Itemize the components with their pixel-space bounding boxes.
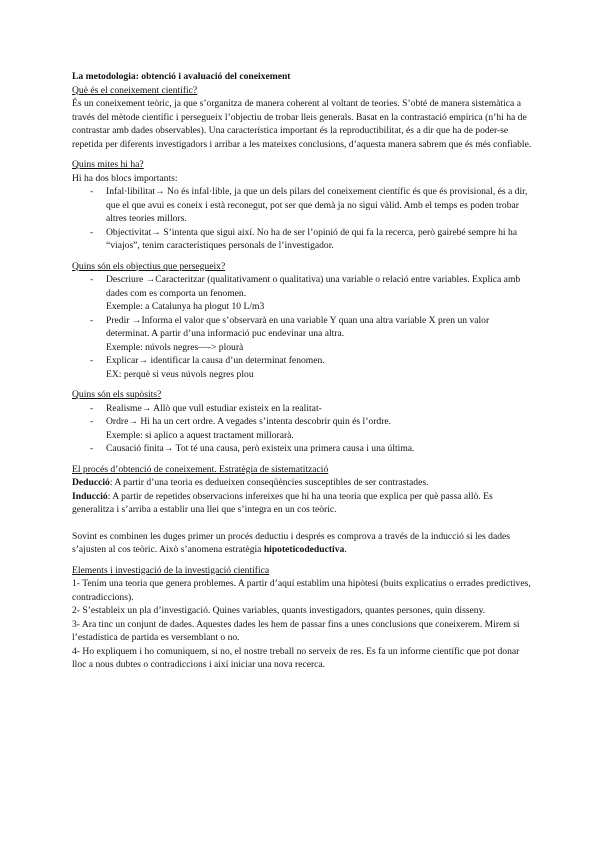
- list-item-example: EX: perquè si veus núvols negres plou: [106, 368, 254, 380]
- spacer: [72, 517, 532, 530]
- induction-term: Inducció: [72, 490, 108, 502]
- list-item-example: Exemple: a Catalunya ha plogut 10 L/m3: [106, 301, 265, 312]
- strategy-end: .: [344, 544, 347, 555]
- step-line: 1- Tenim una teoria que genera problemes. A partir d’aquí establim una hipòtesi (buits explicatius o errades predictives, contradiccions).: [72, 578, 531, 603]
- paragraph-induction: [72, 490, 532, 517]
- list-item-text: Explicar→ identificar la causa d’un determinat fenomen.: [106, 355, 325, 366]
- document-title: La metodologia: obtenció i avaluació del coneixement: [72, 71, 291, 82]
- induction-definition: : A partir de repetides observacions infereixes que hi ha una teoria que explica per què passa allò. Es generalitza i s’arriba a establir una llei que s’integra en un cos teòric.: [72, 490, 493, 515]
- section-heading-scientific-knowledge: Què és el coneixement científic?: [72, 84, 198, 96]
- section-heading-objectives: Quins són els objectius que persegueix?: [72, 260, 226, 272]
- step-line: 3- Ara tinc un conjunt de dades. Aquestes dades les hem de passar fins a unes conclusions que coneixerem. Mirem si l’estadística de partida es versemblant o no.: [72, 618, 520, 643]
- list-item: [72, 402, 532, 416]
- myths-list: [72, 185, 532, 253]
- strategy-text: Sovint es combinen les duges primer un procés deductiu i després es comprova a través de la inducció si les dades s’ajusten al cos teòric. Això s’anomena estratègia: [72, 530, 510, 555]
- paragraph-scientific-knowledge: És un coneixement teòric, ja que s’organitza de manera coherent al voltant de teories. S’obté de manera sistemàtica a través del mètode científic i persegueix l’objectiu de trobar lleis generals. Basat en la contrastació empírica (n’hi ha de contrastar amb dades observables). Una característica important és la reproductibilitat, és a dir que ha de poder-se repetida per diferents investigadors i arribar a les mateixes conclusions, d’aquesta manera sabrem que és més confiable.: [72, 98, 532, 150]
- list-item: - Objectivitat→ S’intenta que sigui així. No ha de ser l’opinió de qui fa la recerca, però gairebé sempre hi ha “viajos”, tenim característiques personals de l’investigador.: [72, 226, 532, 253]
- list-item: [72, 314, 532, 355]
- section-heading-myths: Quins mites hi ha?: [72, 159, 144, 170]
- paragraph-strategy: [72, 530, 532, 557]
- list-item: [72, 354, 532, 381]
- section-heading-assumptions: Quins són els supòsits?: [72, 389, 162, 400]
- list-item-text: Realisme→ Allò que vull estudiar existeix en la realitat-: [106, 402, 322, 414]
- list-item-text: Descriure →Caracteritzar (qualitativament o qualitativa) una variable o relació entre variables. Explica amb dades com es comporta un fenomen.: [106, 274, 521, 299]
- document-page: [72, 70, 532, 672]
- list-item: - Infal·libilitat→ No és infal·lible, ja que un dels pilars del coneixement científic és que és provisional, és a dir, que el que avui es coneix i està reconegut, pot ser que demà ja no sigui vàlid. Amb el temps es poden trobar altres teories millors.: [72, 185, 532, 226]
- list-item: [72, 442, 532, 456]
- list-item: [72, 415, 532, 442]
- list-item-text: Causació finita→ Tot té una causa, però existeix una primera causa i una última.: [106, 443, 415, 454]
- myths-intro: Hi ha dos blocs importants:: [72, 172, 178, 184]
- list-item-example: Exemple: si aplico a aquest tractament millorarà.: [106, 429, 294, 441]
- section-heading-process: El procés d’obtenció de coneixement. Estratègia de sistematització: [72, 463, 329, 475]
- list-item-text: Predir →Informa el valor que s’observarà en una variable Y quan una altra variable X pren un valor determinat. A partir d’una informació puc endevinar una altra.: [106, 314, 490, 339]
- assumptions-list: [72, 402, 532, 456]
- paragraph-deduction: [72, 476, 532, 490]
- strategy-term: hipoteticodeductiva: [263, 544, 345, 555]
- objectives-list: [72, 273, 532, 381]
- deduction-term: Deducció: [72, 477, 110, 488]
- section-heading-elements: Elements i investigació de la investigació científica: [72, 564, 270, 576]
- step-line: 4- Ho expliquem i ho comuniquem, si no, el nostre treball no serveix de res. Es fa un informe científic que pot donar lloc a nous dubtes o contradiccions i així iniciar una nova recerca.: [72, 645, 520, 670]
- list-item: [72, 273, 532, 314]
- list-item-text: Ordre→ Hi ha un cert ordre. A vegades s’intenta descobrir quin és l’ordre.: [106, 416, 392, 427]
- step-line: 2- S’estableix un pla d’investigació. Quines variables, quants investigadors, quantes persones, quin disseny.: [72, 605, 486, 616]
- list-item-example: Exemple: núvols negres—-> plourà: [106, 341, 244, 353]
- deduction-definition: : A partir d’una teoria es dedueixen conseqüències susceptibles de ser contrastades.: [109, 477, 429, 488]
